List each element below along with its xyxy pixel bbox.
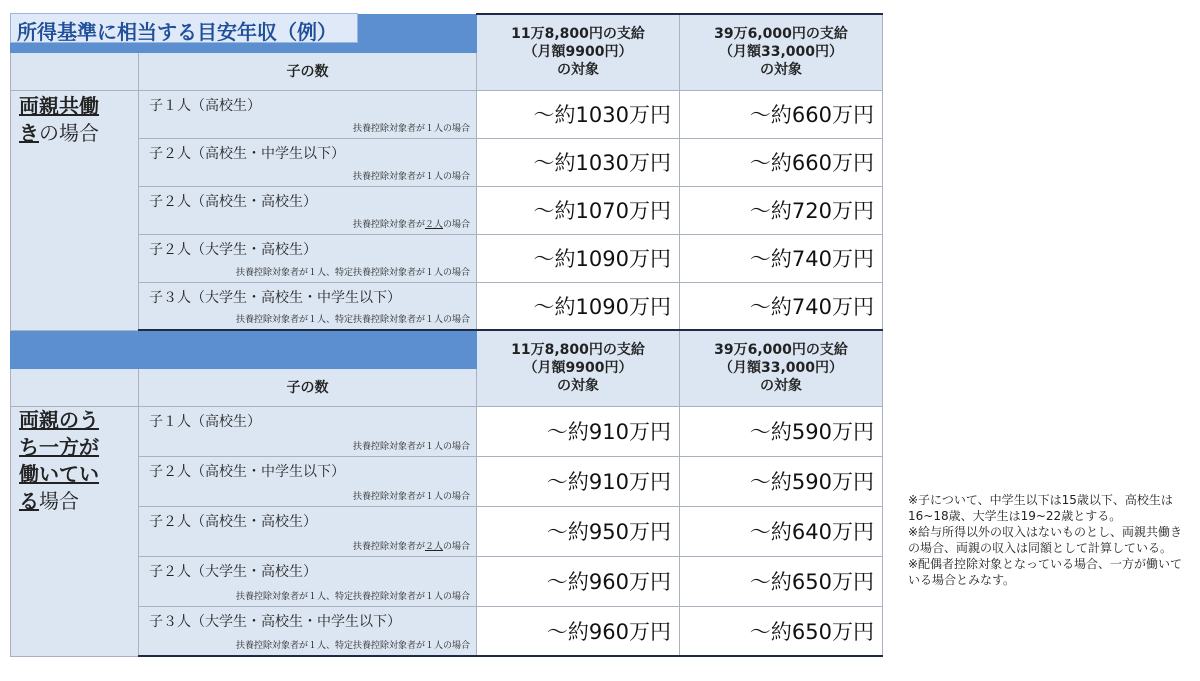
amount-cell: ～約590万円 xyxy=(680,406,883,456)
amount-cell: ～約650万円 xyxy=(680,556,883,606)
category-cell: 子２人（大学生・高校生） 扶養控除対象者が１人、特定扶養控除対象者が１人の場合 xyxy=(139,234,477,282)
footnote: ※給与所得以外の収入はないものとし、両親共働きの場合、両親の収入は同額として計算している。 xyxy=(908,525,1183,555)
amount-cell: ～約1030万円 xyxy=(477,138,680,186)
col1-header: 11万8,800円の支給 （月額9900円） の対象 xyxy=(477,14,680,90)
amount-cell: ～約640万円 xyxy=(680,506,883,556)
amount-cell: ～約1070万円 xyxy=(477,186,680,234)
col1-header: 11万8,800円の支給 （月額9900円） の対象 xyxy=(477,330,680,406)
footnote: ※子について、中学生以下は15歳以下、高校生は16~18歳、大学生は19~22歳とする。 xyxy=(908,493,1173,523)
group-label-one-working: 両親のう ち一方が 働いてい る場合 xyxy=(11,406,139,656)
amount-cell: ～約910万円 xyxy=(477,456,680,506)
footnotes xyxy=(908,492,1194,588)
amount-cell: ～約650万円 xyxy=(680,606,883,656)
category-cell: 子３人（大学生・高校生・中学生以下） 扶養控除対象者が１人、特定扶養控除対象者が１人の場合 xyxy=(139,606,477,656)
group-label-both-working: 両親共働 きの場合 xyxy=(11,90,139,330)
amount-cell: ～約1090万円 xyxy=(477,234,680,282)
amount-cell: ～約1030万円 xyxy=(477,90,680,138)
amount-cell: ～約740万円 xyxy=(680,282,883,330)
category-cell: 子２人（高校生・高校生） 扶養控除対象者が２人の場合 xyxy=(139,186,477,234)
page-title: 所得基準に相当する目安年収（例） xyxy=(17,20,337,44)
category-cell: 子２人（大学生・高校生） 扶養控除対象者が１人、特定扶養控除対象者が１人の場合 xyxy=(139,556,477,606)
amount-cell: ～約960万円 xyxy=(477,606,680,656)
amount-cell: ～約720万円 xyxy=(680,186,883,234)
amount-cell: ～約950万円 xyxy=(477,506,680,556)
amount-cell: ～約1090万円 xyxy=(477,282,680,330)
category-cell: 子１人（高校生） 扶養控除対象者が１人の場合 xyxy=(139,90,477,138)
category-cell: 子３人（大学生・高校生・中学生以下） 扶養控除対象者が１人、特定扶養控除対象者が１人の場合 xyxy=(139,282,477,330)
col2-header: 39万6,000円の支給 （月額33,000円） の対象 xyxy=(680,14,883,90)
children-count-header: 子の数 xyxy=(139,368,477,406)
category-cell: 子１人（高校生） 扶養控除対象者が１人の場合 xyxy=(139,406,477,456)
children-count-header: 子の数 xyxy=(139,52,477,90)
col2-header: 39万6,000円の支給 （月額33,000円） の対象 xyxy=(680,330,883,406)
amount-cell: ～約590万円 xyxy=(680,456,883,506)
title-box xyxy=(10,13,358,43)
income-table xyxy=(10,13,883,657)
category-cell: 子２人（高校生・中学生以下） 扶養控除対象者が１人の場合 xyxy=(139,138,477,186)
amount-cell: ～約660万円 xyxy=(680,90,883,138)
amount-cell: ～約960万円 xyxy=(477,556,680,606)
amount-cell: ～約740万円 xyxy=(680,234,883,282)
amount-cell: ～約660万円 xyxy=(680,138,883,186)
amount-cell: ～約910万円 xyxy=(477,406,680,456)
category-cell: 子２人（高校生・中学生以下） 扶養控除対象者が１人の場合 xyxy=(139,456,477,506)
footnote: ※配偶者控除対象となっている場合、一方が働いている場合とみなす。 xyxy=(908,557,1183,587)
category-cell: 子２人（高校生・高校生） 扶養控除対象者が２人の場合 xyxy=(139,506,477,556)
